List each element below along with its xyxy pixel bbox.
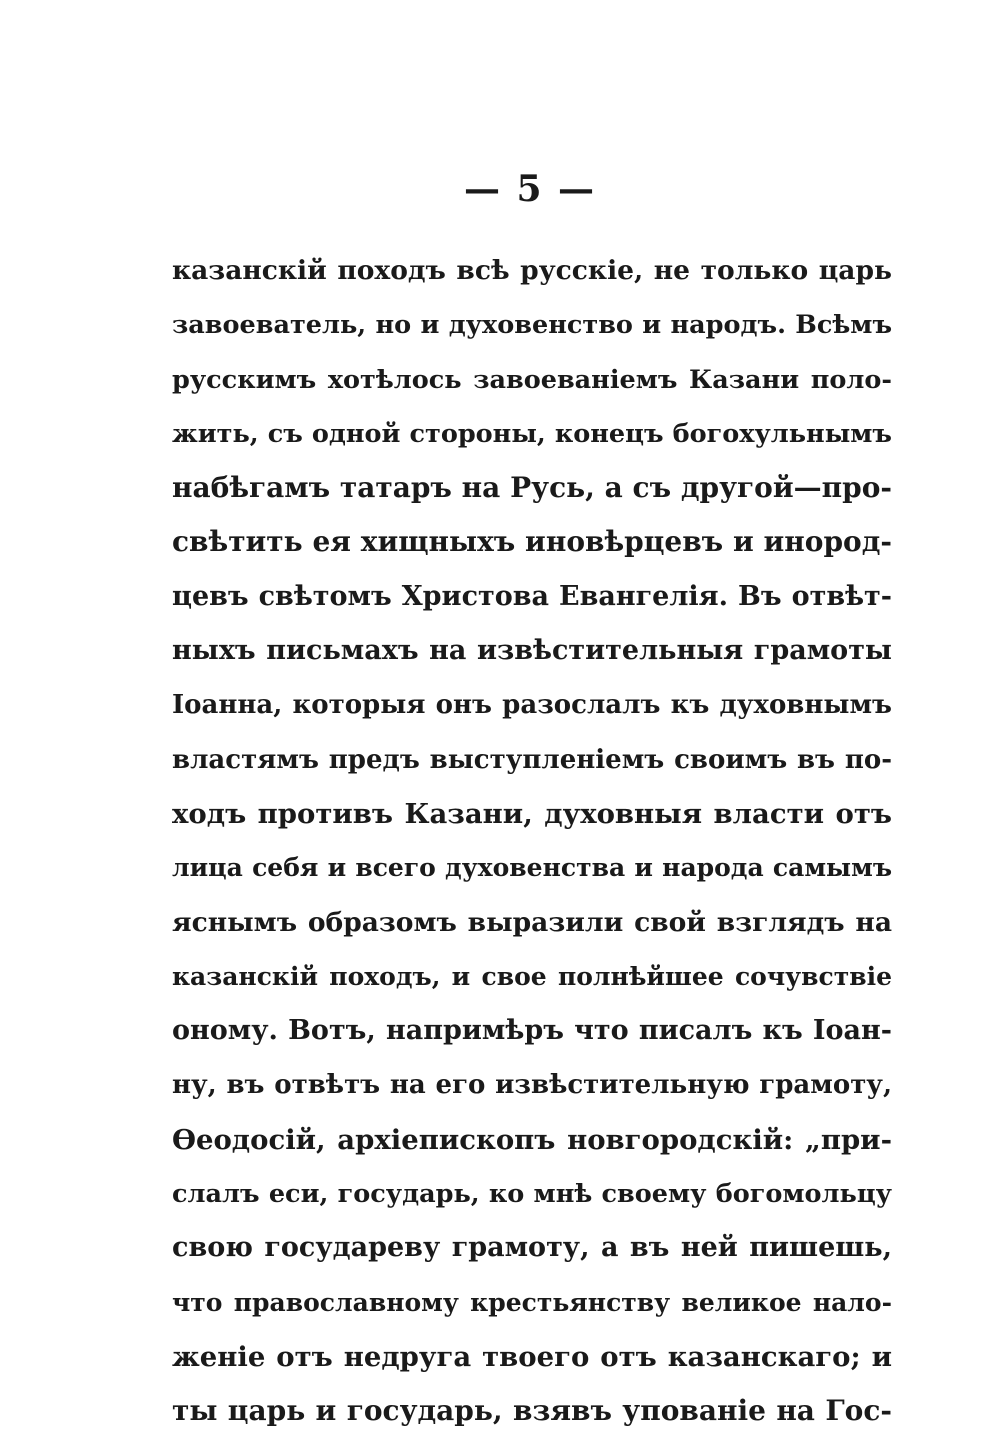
text-line: свѣтить ея хищныхъ иновѣрцевъ и инород-	[172, 525, 892, 559]
text-line: цевъ свѣтомъ Христова Евангелія. Въ отвѣт-	[172, 580, 892, 612]
text-line: жить, съ одной стороны, конецъ богохульнымъ	[172, 418, 892, 449]
text-line: женіе отъ недруга твоего отъ казанскаго; и	[172, 1340, 892, 1373]
text-line: лица себя и всего духовенства и народа самымъ	[172, 853, 892, 883]
text-line: набѣгамъ татаръ на Русь, а съ другой—про-	[172, 471, 892, 505]
text-line: оному. Вотъ, напримѣръ что писалъ къ Іоан-	[172, 1015, 892, 1047]
text-line: ныхъ письмахъ на извѣстительныя грамоты	[172, 635, 892, 667]
text-line: Ѳеодосій, архіепископъ новгородскій: „при-	[172, 1123, 892, 1156]
text-line: властямъ предъ выступленіемъ своимъ въ по-	[172, 744, 892, 775]
text-line: слалъ еси, государь, ко мнѣ своему богомольцу	[172, 1179, 892, 1210]
text-line: завоеватель, но и духовенство и народъ. Всѣмъ	[172, 310, 892, 341]
body-text	[172, 244, 892, 1439]
text-line: свою государеву грамоту, а въ ней пишешь,	[172, 1232, 892, 1264]
text-line: ты царь и государь, взявъ упованіе на Гос-	[172, 1394, 892, 1428]
text-line: ходъ противъ Казани, духовныя власти отъ	[172, 797, 892, 830]
text-line: казанскій походъ всѣ русскіе, не только царь	[172, 255, 892, 286]
text-line: русскимъ хотѣлось завоеваніемъ Казани поло-	[172, 364, 892, 395]
text-line: казанскій походъ, и свое полнѣйшее сочувствіе	[172, 961, 892, 991]
text-line: что православному крестьянству великое нало-	[172, 1287, 892, 1317]
text-line: яснымъ образомъ выразили свой взглядъ на	[172, 906, 892, 938]
text-line: Іоанна, которыя онъ разослалъ къ духовнымъ	[172, 690, 892, 721]
text-line: ну, въ отвѣтъ на его извѣстительную грамоту,	[172, 1070, 892, 1101]
page-number: — 5 —	[463, 168, 597, 210]
